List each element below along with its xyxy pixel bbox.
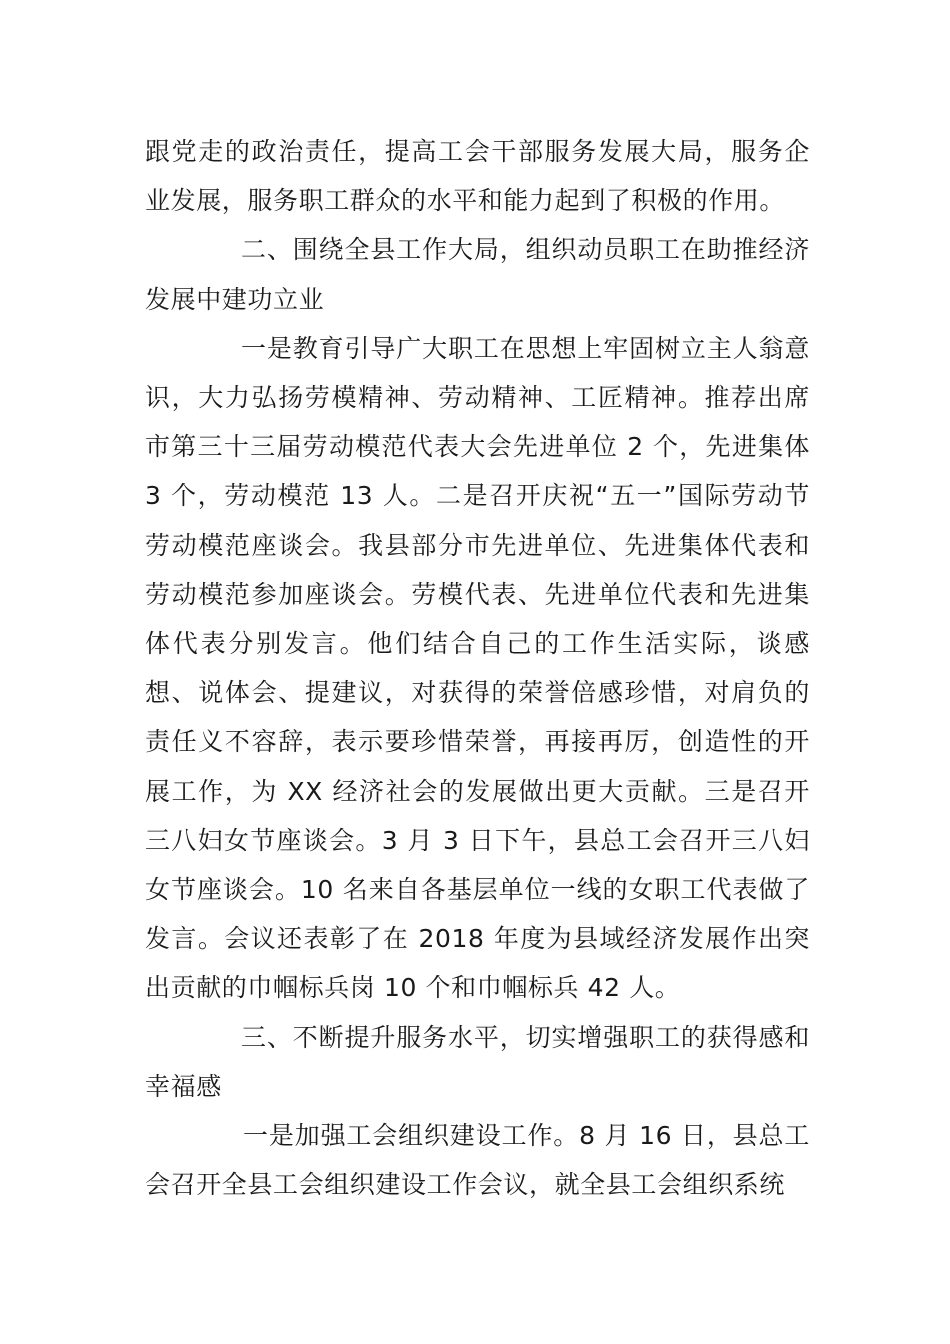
section-heading-two: 二、围绕全县工作大局，组织动员职工在助推经济发展中建功立业 [145, 235, 810, 314]
paragraph-continuation: 跟党走的政治责任，提高工会干部服务发展大局，服务企业发展，服务职工群众的水平和能力起到了积极的作用。 [145, 137, 810, 216]
document-body [145, 127, 810, 1209]
paragraph-section-three-body: 一是加强工会组织建设工作。8 月 16 日，县总工会召开全县工会组织建设工作会议，就全县工会组织系统 [145, 1121, 810, 1200]
paragraph-section-two-body: 一是教育引导广大职工在思想上牢固树立主人翁意识，大力弘扬劳模精神、劳动精神、工匠精神。推荐出席市第三十三届劳动模范代表大会先进单位 2 个，先进集体 3 个，劳动模范 13 人。二是召开庆祝“五一”国际劳动节劳动模范座谈会。我县部分市先进单位、先进集体代表和劳动模范参加座谈会。劳模代表、先进单位代表和先进集体代表分别发言。他们结合自己的工作生活实际，谈感想、说体会、提建议，对获得的荣誉倍感珍惜，对肩负的责任义不容辞，表示要珍惜荣誉，再接再厉，创造性的开展工作，为 XX 经济社会的发展做出更大贡献。三是召开三八妇女节座谈会。3 月 3 日下午，县总工会召开三八妇女节座谈会。10 名来自各基层单位一线的女职工代表做了发言。会议还表彰了在 2018 年度为县域经济发展作出突出贡献的巾帼标兵岗 10 个和巾帼标兵 42 人。 [145, 333, 810, 1003]
section-heading-three: 三、不断提升服务水平，切实增强职工的获得感和幸福感 [145, 1022, 810, 1101]
